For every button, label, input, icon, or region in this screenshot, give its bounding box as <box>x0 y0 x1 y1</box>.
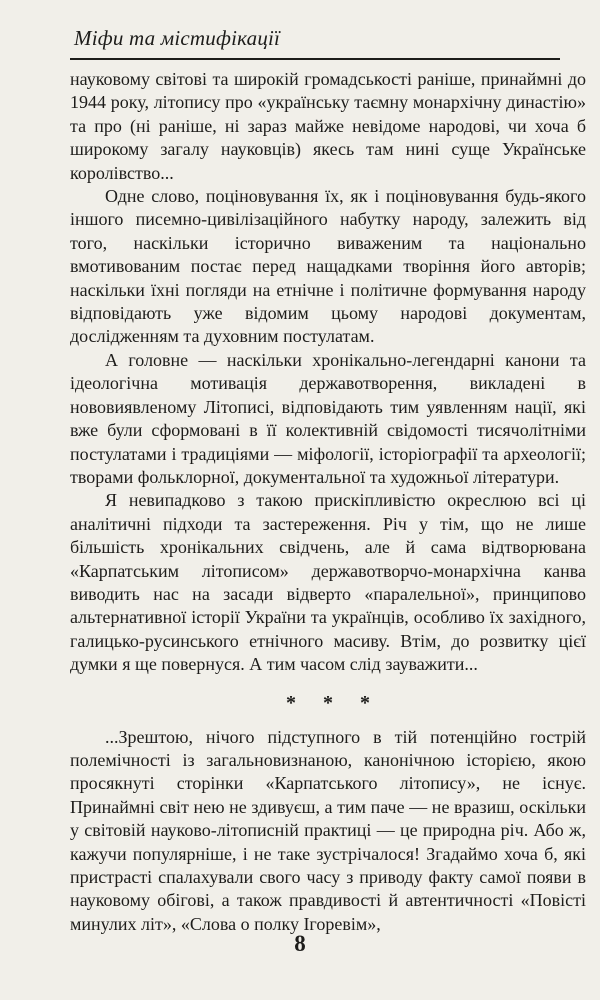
paragraph: Одне слово, поціновування їх, як і поціновування будь-якого іншого писемно-цивілізаційного набутку народу, залежить від того, наскільки історично виваженим та національно вмотивованим постає перед нащадками творіння його авторів; наскільки їхні погляди на етнічне і політичне формування народу відповідають уже відомим цьому народові документам, дослідженням та духовним постулатам. <box>70 186 586 347</box>
paragraph: Я невипадково з такою прискіпливістю окреслюю всі ці аналітичні підходи та застереження. Річ у тім, що не лише більшість хронікальних свідчень, але й сама відтворювана «Карпатським літописом» державотворчо-монархічна канва виводить нас на засади відверто «паралельної», принципово альтернативної історії України та українців, особливо їх західного, галицько-русинського етнічного масиву. Втім, до розвитку цієї думки я ще повернуся. А тим часом слід зауважити... <box>70 490 586 675</box>
section-separator: * * * <box>286 691 381 714</box>
header-rule <box>70 58 560 60</box>
paragraph: ...Зрештою, нічого підступного в тій потенційно гострій полемічності із загальновизнаною, канонічною історією, якою просякнуті сторінки «Карпатського літопису», не існує. Принаймні світ нею не здивуєш, а тим паче — не вразиш, оскільки у світовій науково-літописній практиці — це природна річ. Або ж, кажучи популярніше, і не таке зустрічалося! Згадаймо хоча б, які пристрасті спалахували свого часу з приводу факту самої появи в науковому обігові, а також правдивості й автентичності «Повісті минулих літ», «Слова о полку Ігоревім», <box>70 726 586 934</box>
body-text <box>70 68 586 936</box>
running-title: Міфи та містифікації <box>74 26 281 50</box>
paragraph: А головне — наскільки хронікально-легендарні канони та ідеологічна мотивація державотворення, викладені в нововиявленому Літописі, відповідають тим уявленням нації, які вже були сформовані в її колективній свідомості тисячолітніми постулатами і традиціями — міфології, історіографії та археології; творами фольклорної, документальної та художньої літератури. <box>70 349 586 487</box>
page-number: 8 <box>294 931 306 956</box>
page-header <box>70 22 560 62</box>
paragraph-continued: науковому світові та широкій громадськості раніше, принаймні до 1944 року, літопису про «українську таємну монархічну династію» та про (ні раніше, ні зараз майже невідоме народові, чи хоча б широкому загалу науковців) якесь там нині суще Українське королівство... <box>70 69 586 183</box>
